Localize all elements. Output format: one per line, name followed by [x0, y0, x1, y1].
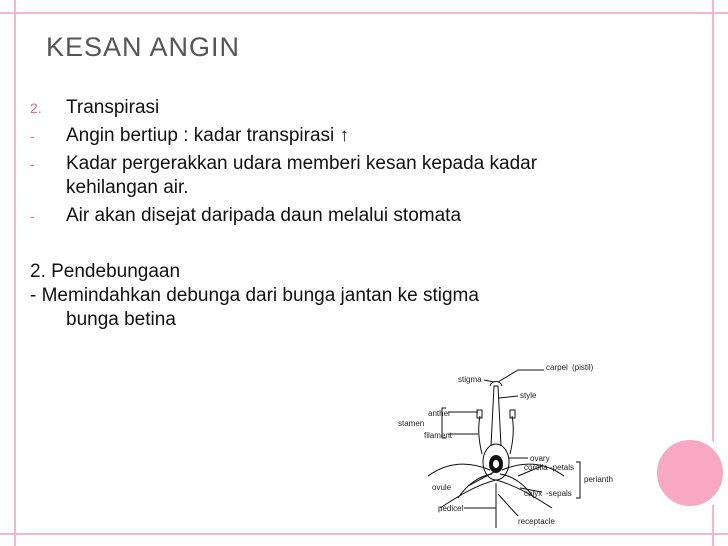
section-line-1: - Memindahkan debunga dari bunga jantan ke stigma: [30, 285, 479, 306]
filament-left: [479, 416, 482, 454]
label-perianth: perianth: [584, 475, 613, 484]
label-anther: anther: [428, 409, 451, 418]
petal-left: [428, 464, 490, 476]
list-marker: -: [30, 128, 35, 144]
leader-carpel: [498, 370, 544, 382]
frame-line-left: [14, 0, 16, 546]
petal-left-low: [458, 474, 492, 498]
label-sepals: -sepals: [546, 489, 572, 498]
list-item-text: Transpirasi: [66, 97, 160, 118]
label-corolla: corolla: [524, 463, 548, 472]
filament-right: [510, 416, 513, 454]
list-item: [30, 152, 630, 200]
ovule-highlight: [493, 460, 499, 468]
label-ovary: ovary: [530, 454, 550, 463]
list-marker: -: [30, 156, 35, 172]
list-marker: 2.: [30, 100, 42, 116]
leader-ovule: [468, 472, 494, 486]
spacer: [30, 232, 630, 260]
leader-stigma: [484, 380, 494, 382]
frame-line-top: [0, 12, 728, 14]
label-pistil: (pistil): [572, 363, 594, 372]
section-heading: 2. Pendebungaan: [30, 261, 181, 282]
list-item-text: Angin bertiup : kadar transpirasi ↑: [66, 125, 350, 146]
style-shape: [491, 386, 501, 446]
leader-receptacle: [498, 494, 518, 516]
label-ovule: ovule: [432, 483, 452, 492]
list-marker: -: [30, 208, 35, 224]
label-pedicel: pedicel: [438, 504, 464, 513]
list-item: [30, 204, 630, 228]
list-item-text: Kadar pergerakkan udara memberi kesan kepada kadar kehilangan air.: [66, 153, 538, 198]
slide-content: [30, 96, 630, 332]
label-carpel: carpel: [546, 363, 568, 372]
label-receptacle: receptacle: [518, 517, 555, 526]
label-style: style: [520, 391, 537, 400]
section-text: [30, 284, 630, 332]
bracket-perianth: [576, 462, 580, 498]
label-petals: -petals: [550, 463, 575, 472]
list-item-text: Air akan disejat daripada daun melalui stomata: [66, 205, 462, 226]
list-item: [30, 124, 630, 148]
flower-diagram: [368, 358, 628, 534]
slide-title: KESAN ANGIN: [46, 32, 241, 62]
stigma-shape: [490, 382, 502, 387]
label-calyx: calyx: [524, 489, 543, 498]
label-stigma: stigma: [458, 375, 482, 384]
leader-style: [499, 396, 518, 398]
label-filament: filament: [424, 431, 453, 440]
label-stamen: stamen: [398, 419, 425, 428]
section-line-2: bunga betina: [66, 309, 176, 330]
decorative-circle: [651, 434, 728, 512]
list-item: [30, 96, 630, 120]
